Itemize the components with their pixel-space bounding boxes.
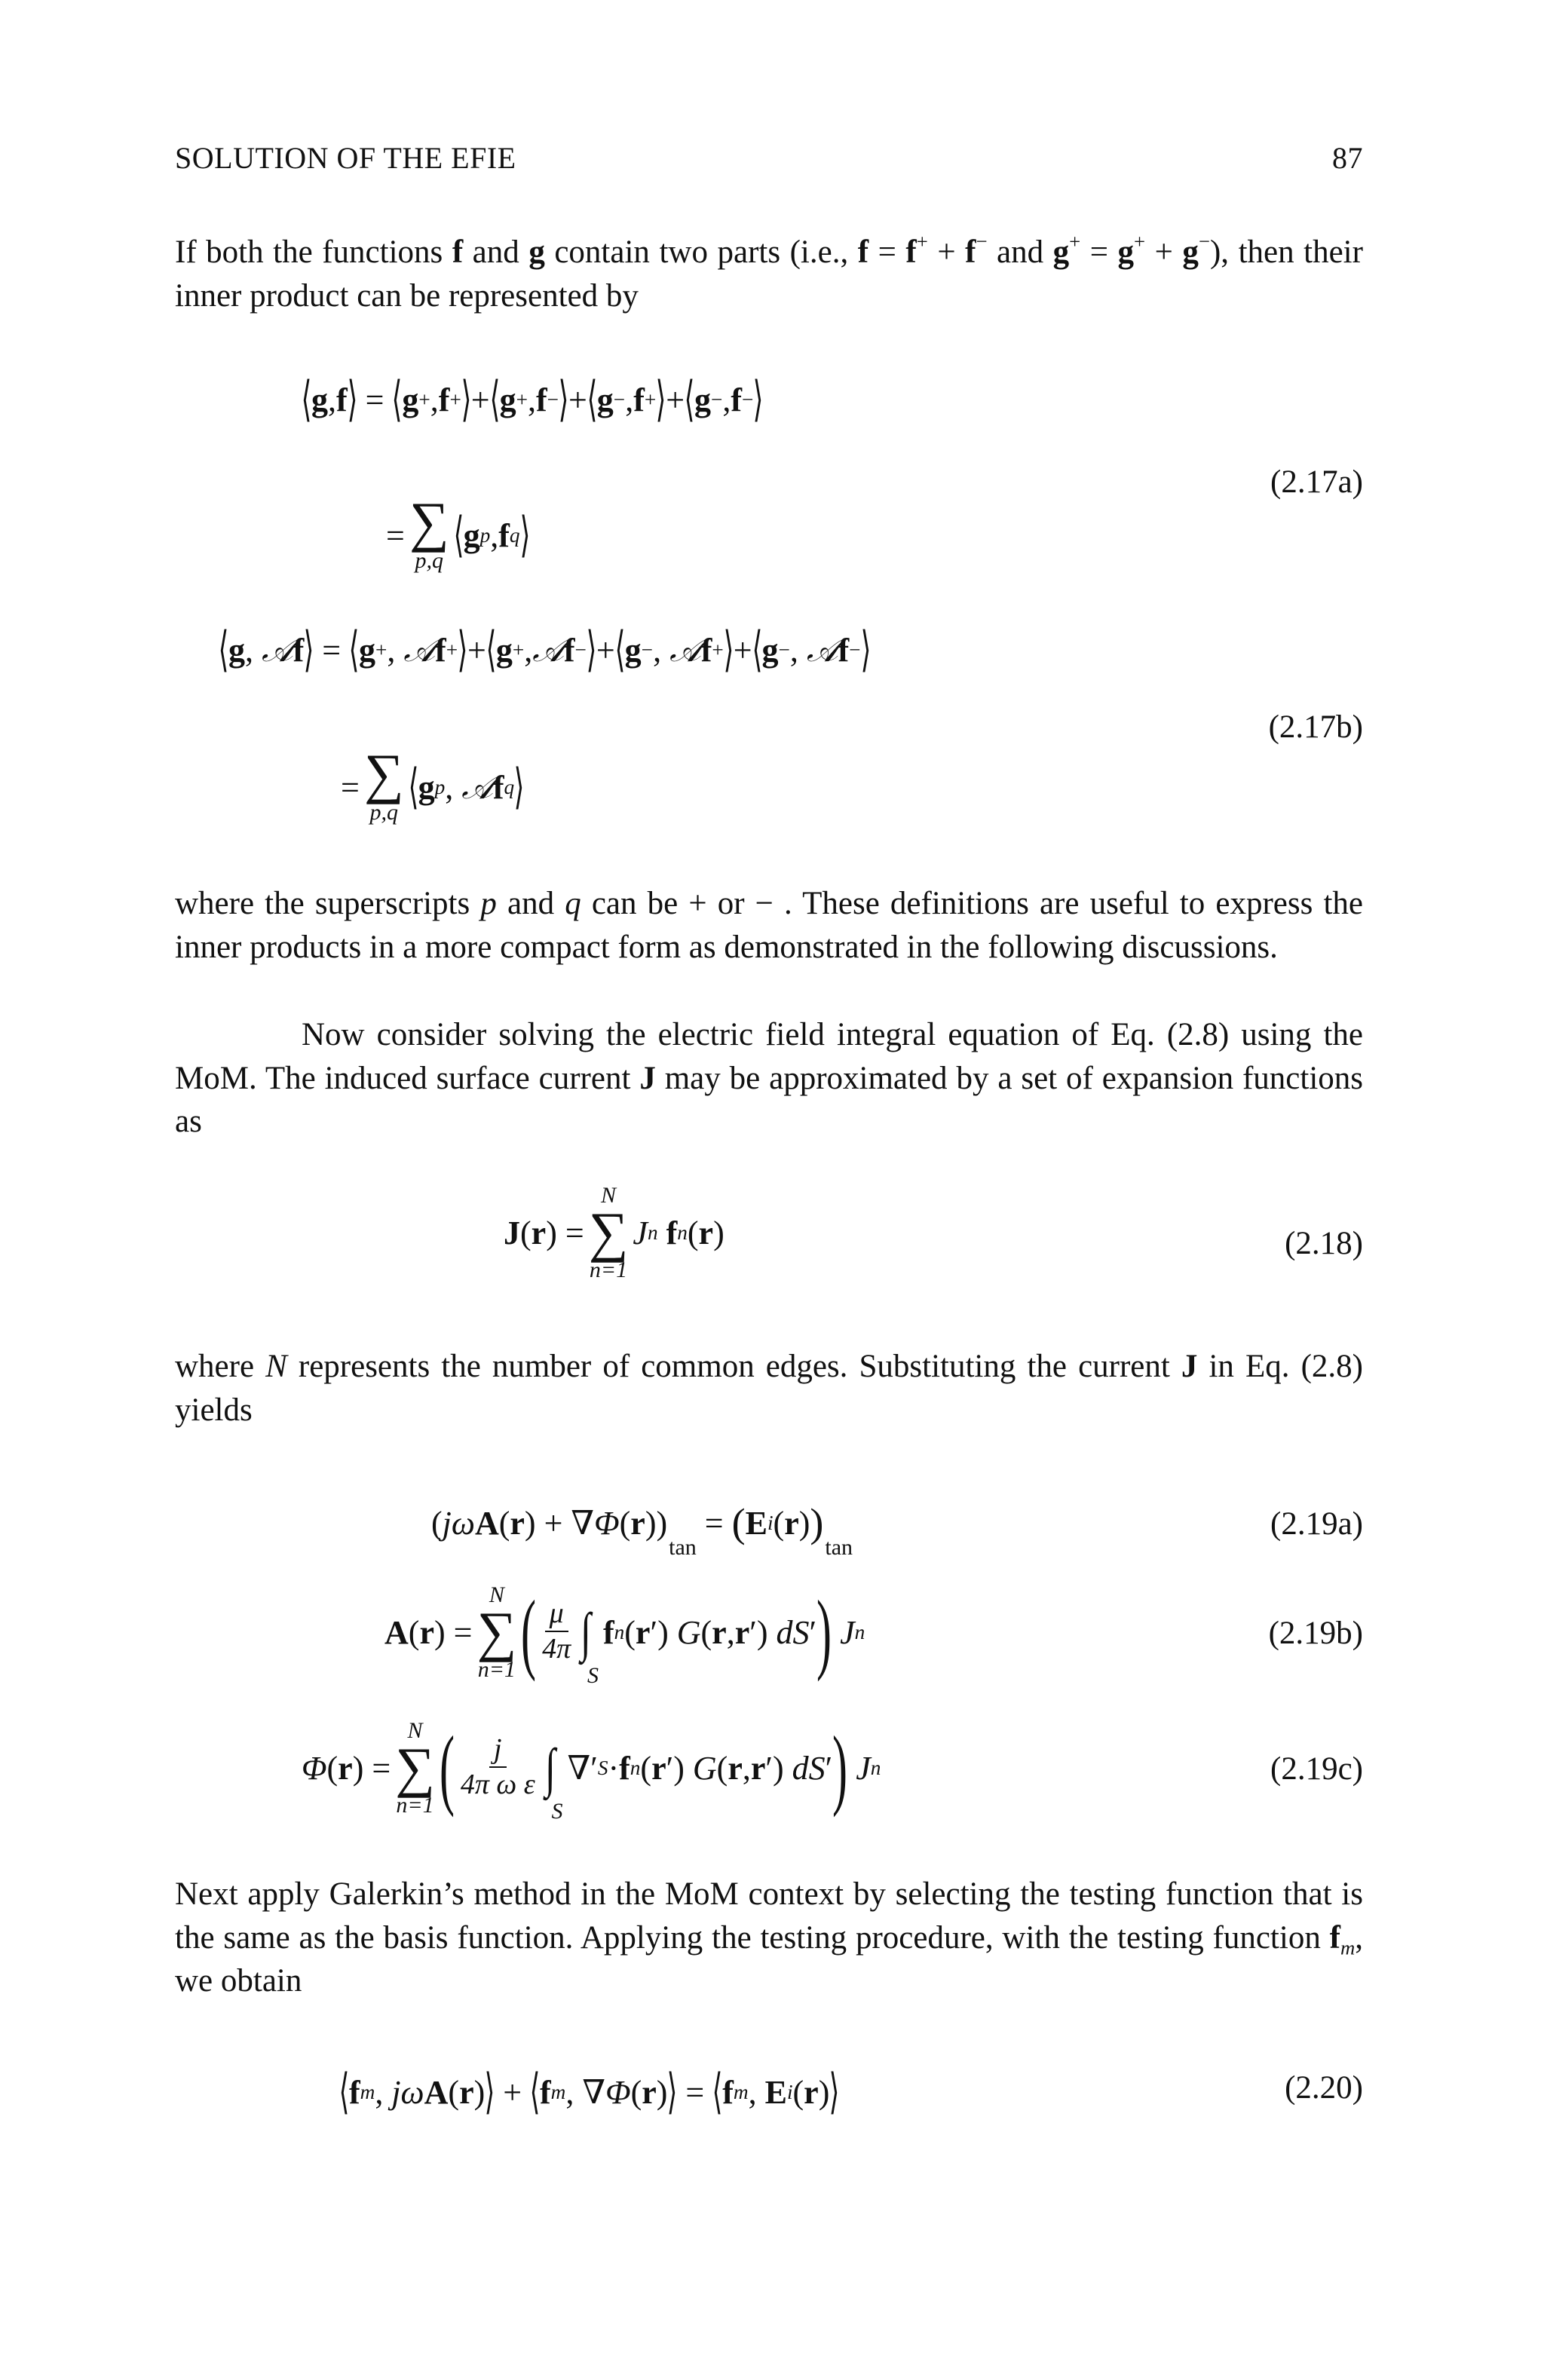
equation-2-17a-line2: = ∑ p,q ⟨ g p , f q ⟩ bbox=[386, 492, 530, 573]
where-n-paragraph: where N represents the number of common edges. Substituting the current J in Eq. (2.8) yields bbox=[175, 1349, 1363, 1428]
intro-paragraph: If both the functions f and g contain two parts (i.e., f = f+ + f− and g+ = g+ + g−), then their inner product can be represented by bbox=[175, 229, 1363, 314]
equation-number-2-20: (2.20) bbox=[1285, 2070, 1363, 2106]
next-paragraph: Next apply Galerkin’s method in the MoM context by selecting the testing function that is the same as the basis function. Applying the testing procedure, with the testing function $f_m$, we obtain bbox=[175, 1876, 1363, 1999]
equation-2-19c: Φ ( r ) = N ∑ n=1 ( $\frac{j}{\text{4π ω ε}}$ ∫ S ∇′ S · f n ( r ′) G ( r , r ′) dS ′ ) J n bbox=[302, 1717, 881, 1824]
equation-2-18: J ( r ) = N ∑ n=1 J n f n ( r ) bbox=[504, 1182, 725, 1283]
equation-2-17b-line2: = ∑ p,q ⟨ g p , 𝒜 f q ⟩ bbox=[341, 743, 525, 825]
where-paragraph: where the superscripts p and q can be + or − . These definitions are useful to express the inner products in a more compact form as demonstrated in the following discussions. bbox=[175, 886, 1363, 965]
running-head bbox=[175, 140, 1363, 176]
now-paragraph: Now consider solving the electric field integral equation of Eq. (2.8) using the MoM. The induced surface current J may be approximated by a set of expansion functions as bbox=[175, 1017, 1364, 1139]
equation-2-19b: A ( r ) = N ∑ n=1 ( $\frac{\mu}{4\pi}$ ∫ S f n ( r ′) G ( r , r ′) dS ′ ) J n bbox=[384, 1582, 865, 1688]
equation-2-17b-line1: ⟨ g , 𝒜 f ⟩ = ⟨ g + , 𝒜 f + ⟩ + ⟨ g + , 𝒜 f − ⟩ + ⟨ g − , 𝒜 f + ⟩ + ⟨ g − , 𝒜 f − ⟩ bbox=[218, 623, 871, 676]
equation-number-2-18: (2.18) bbox=[1285, 1226, 1363, 1261]
equation-number-2-19b: (2.19b) bbox=[1268, 1616, 1363, 1651]
equation-2-19a: ( jω A ( r ) + ∇ Φ ( r )) tan = ( E i ( r ) ) tan bbox=[431, 1500, 853, 1560]
page-number: 87 bbox=[1332, 141, 1363, 175]
equation-number-2-17a: (2.17a) bbox=[1270, 464, 1363, 500]
equation-number-2-17b: (2.17b) bbox=[1268, 709, 1363, 745]
equation-2-20: ⟨ f m , jω A ( r ) ⟩ + ⟨ f m , ∇ Φ ( r ) ⟩ = ⟨ f m , E i ( r ) ⟩ bbox=[339, 2065, 840, 2118]
section-title: SOLUTION OF THE EFIE bbox=[175, 141, 516, 175]
equation-2-17a-line1: ⟨ g , f ⟩ = ⟨ g + , f + ⟩ + ⟨ g + , f − ⟩ + ⟨ g − , f + ⟩ + ⟨ g − , f − ⟩ bbox=[301, 372, 764, 426]
equation-number-2-19a: (2.19a) bbox=[1270, 1506, 1363, 1542]
equation-number-2-19c: (2.19c) bbox=[1270, 1751, 1363, 1787]
